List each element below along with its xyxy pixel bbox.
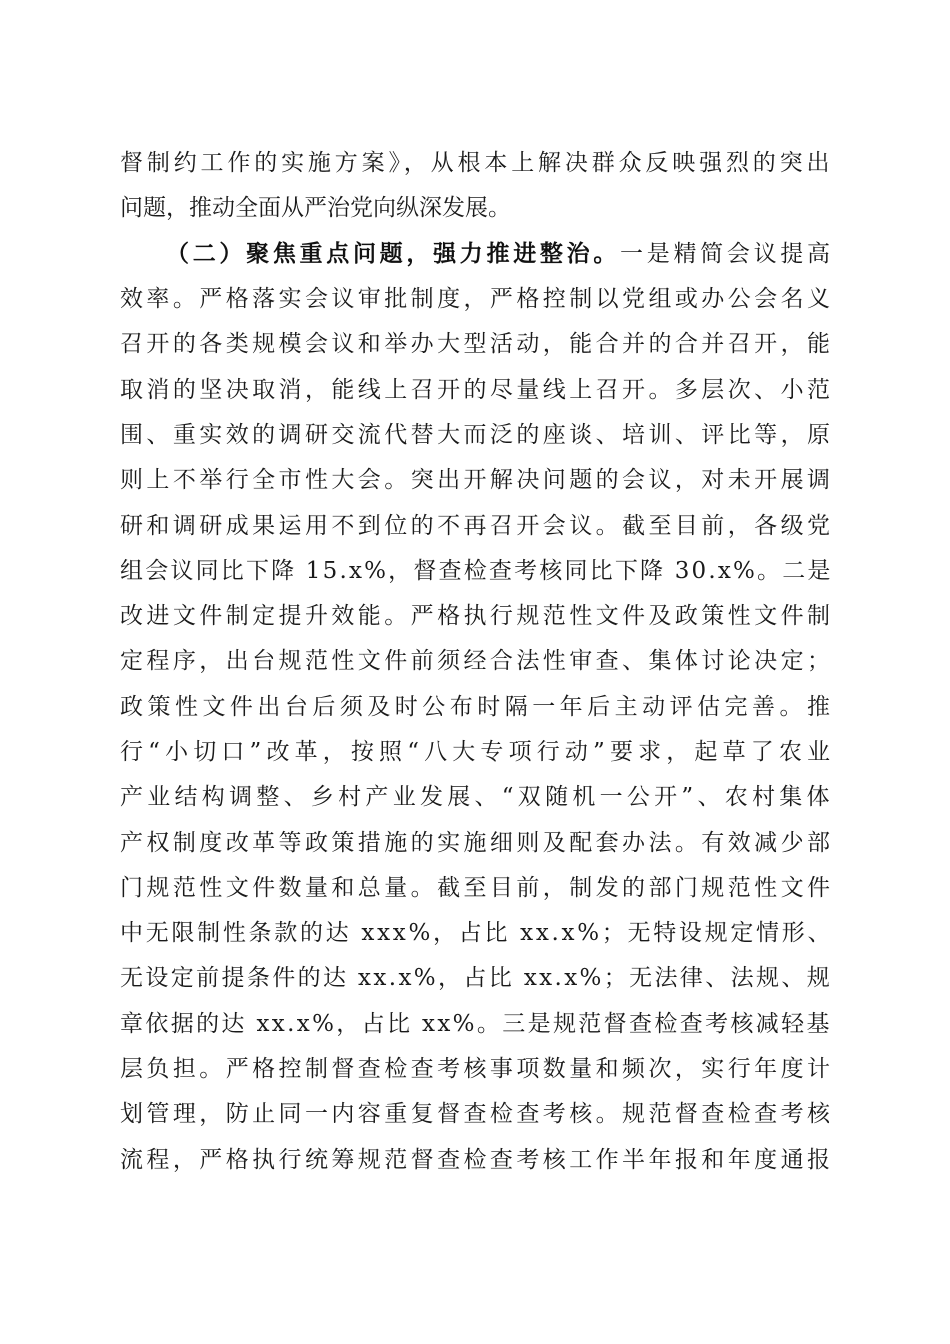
text-line-8: 则上不举行全市性大会。突出开解决问题的会议，对未开展调 <box>120 467 834 493</box>
text-line-20: 章依据的达 xx.x%，占比 xx%。三是规范督查检查考核减轻基 <box>120 1011 832 1037</box>
paragraph-intro: 一是精简会议提高 <box>620 241 834 267</box>
text-line-10: 组会议同比下降 15.x%，督查检查考核同比下降 30.x%。二是 <box>120 558 833 584</box>
text-line-14: 行“小切口”改革，按照“八大专项行动”要求，起草了农业 <box>120 739 836 765</box>
text-line-16: 产权制度改革等政策措施的实施细则及配套办法。有效减少部 <box>120 830 834 856</box>
text-line-21: 层负担。严格控制督查检查考核事项数量和频次，实行年度计 <box>120 1056 834 1082</box>
text-line-4: 效率。严格落实会议审批制度，严格控制以党组或办公会名义 <box>120 286 834 312</box>
text-line-11: 改进文件制定提升效能。严格执行规范性文件及政策性文件制 <box>120 603 834 629</box>
paragraph-first-line <box>166 239 834 269</box>
text-line-18: 中无限制性条款的达 xxx%，占比 xx.x%；无特设规定情形、 <box>120 920 834 946</box>
text-line-1: 督制约工作的实施方案》，从根本上解决群众反映强烈的突出 <box>120 150 834 176</box>
text-line-23: 流程，严格执行统筹规范督查检查考核工作半年报和年度通报 <box>120 1147 834 1173</box>
text-line-12: 定程序，出台规范性文件前须经合法性审查、集体讨论决定； <box>120 648 834 674</box>
text-line-6: 取消的坚决取消，能线上召开的尽量线上召开。多层次、小范 <box>120 377 834 403</box>
text-line-13: 政策性文件出台后须及时公布时隔一年后主动评估完善。推 <box>120 694 835 720</box>
text-line-2: 问题，推动全面从严治党向纵深发展。 <box>120 195 511 221</box>
text-line-15: 产业结构调整、乡村产业发展、“双随机一公开”、农村集体 <box>120 784 834 810</box>
text-line-19: 无设定前提条件的达 xx.x%，占比 xx.x%；无法律、法规、规 <box>120 965 833 991</box>
text-line-17: 门规范性文件数量和总量。截至目前，制发的部门规范性文件 <box>120 875 834 901</box>
text-line-7: 围、重实效的调研交流代替大而泛的座谈、培训、评比等，原 <box>120 422 834 448</box>
text-line-22: 划管理，防止同一内容重复督查检查考核。规范督查检查考核 <box>120 1101 834 1127</box>
text-line-9: 研和调研成果运用不到位的不再召开会议。截至目前，各级党 <box>120 513 834 539</box>
section-heading: （二）聚焦重点问题，强力推进整治。 <box>166 240 621 267</box>
text-line-5: 召开的各类规模会议和举办大型活动，能合并的合并召开，能 <box>120 331 834 357</box>
